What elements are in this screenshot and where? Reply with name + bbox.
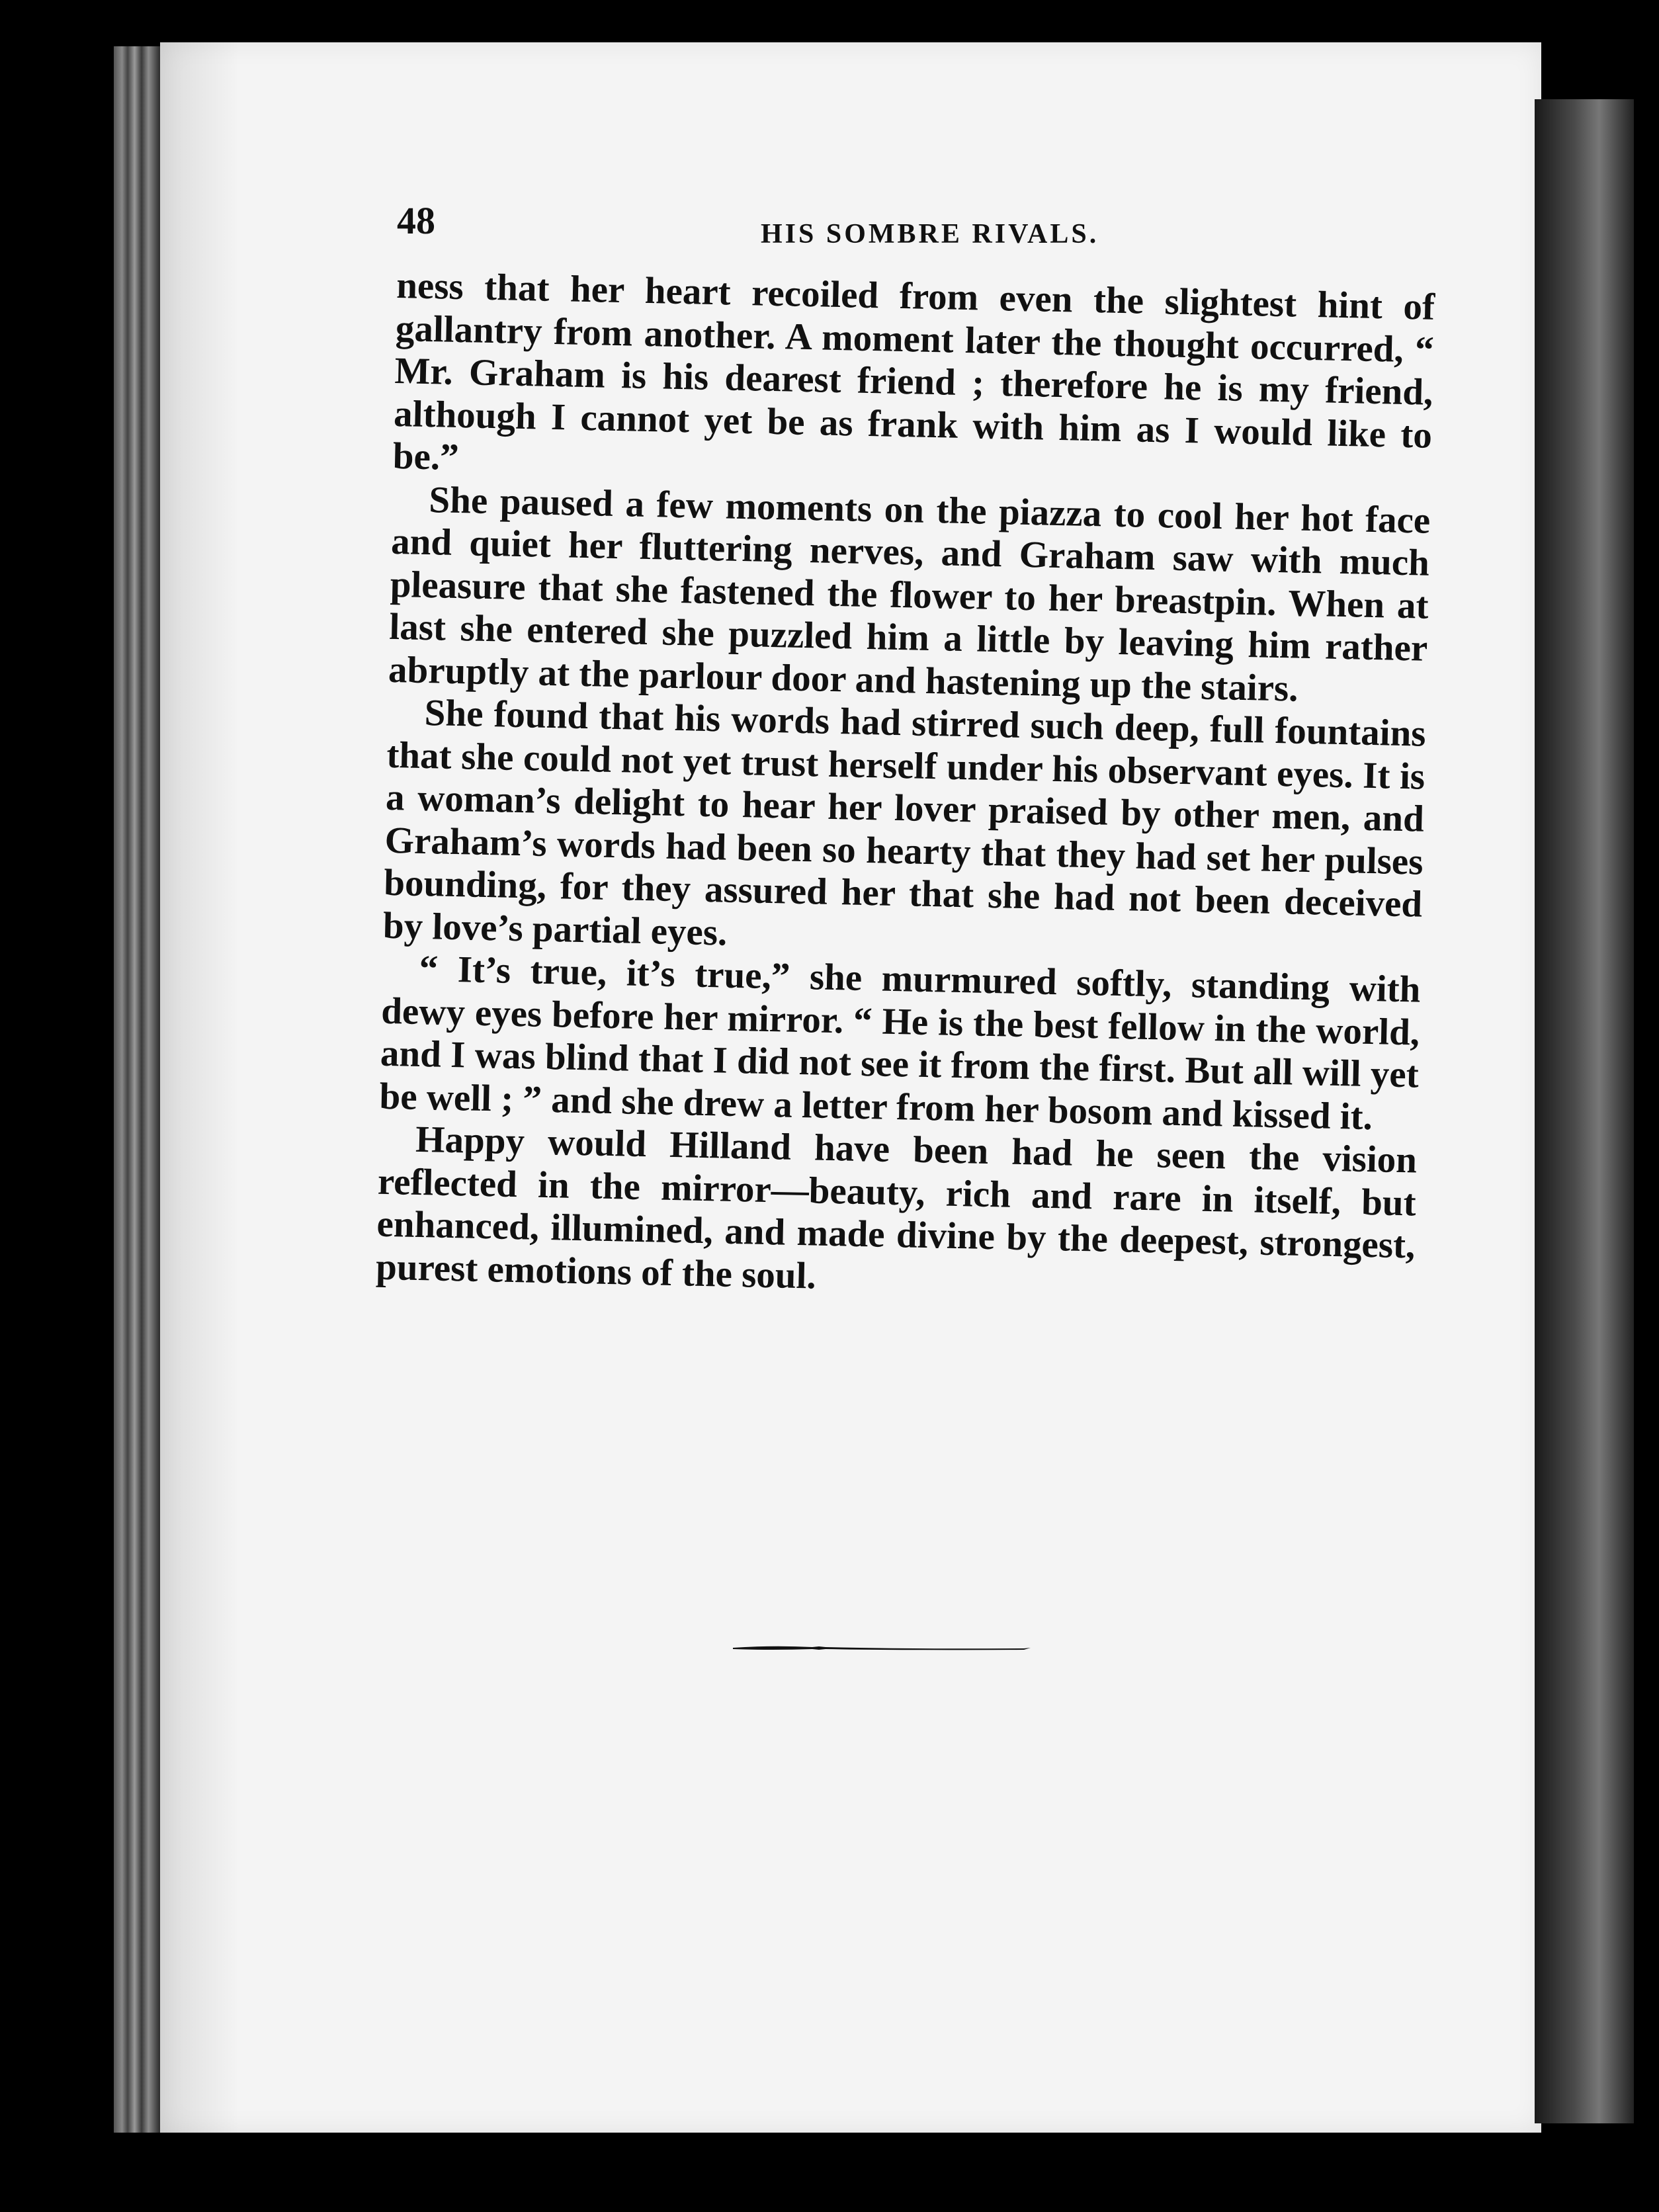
paragraph: “ It’s true, it’s true,” she murmured softly, standing with dewy eyes before her mirror. “ He is the best fellow in the world, and I was blind that I did not see it from the first. But all will yet be well ; ” and she drew a letter from her bosom and kissed it. <box>379 947 1422 1138</box>
page-gutter-shadow <box>160 42 239 2133</box>
book-spine-edge <box>114 46 160 2133</box>
running-title: HIS SOMBRE RIVALS. <box>761 219 1099 249</box>
paragraph: Happy would Hilland have been had he seen the vision reflected in the mirror—beauty, rich and rare in itself, but enhanced, illumined, and made divine by the deepest, strongest, purest emotions of the soul. <box>375 1118 1418 1297</box>
body-text <box>376 265 1435 1310</box>
paragraph: She found that his words had stirred such deep, full fountains that she could not yet trust herself under his observant eyes. It is a woman’s delight to hear her lover praised by other men, and Graham’s words had been so hearty that they had set her pulses bounding, for they assured her that she had not been deceived by love’s partial eyes. <box>382 692 1427 954</box>
page-edge-shadow <box>1535 99 1634 2123</box>
paragraph: ness that her heart recoiled from even the slightest hint of gallantry from another. A moment later the thought occurred, “ Mr. Graham is his dearest friend ; therefore he is my friend, although I cannot yet be as frank with him as I would like to be.” <box>392 265 1435 479</box>
page-number: 48 <box>397 199 435 242</box>
running-head <box>397 198 1482 258</box>
paragraph: She paused a few moments on the piazza to cool her hot face and quiet her fluttering nerves, and Graham saw with much pleasure that she fastened the flower to her breastpin. When at last she entered she puzzled him a little by leaving him rather abruptly at the parlour door and hastening up the stairs. <box>388 478 1431 710</box>
end-of-chapter-rule <box>733 1644 1031 1651</box>
